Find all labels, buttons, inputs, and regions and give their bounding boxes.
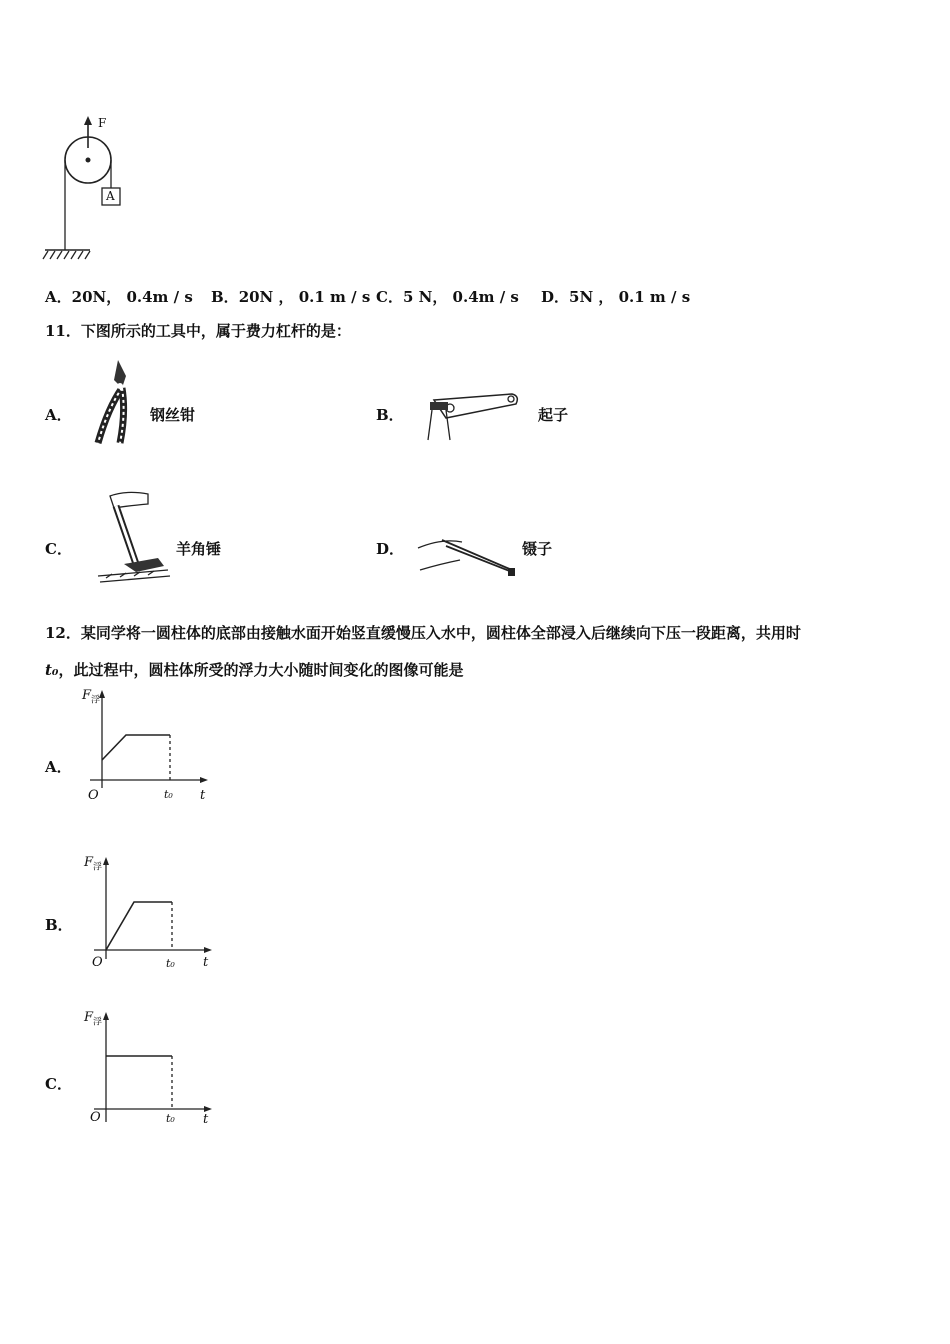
graph-a-y-label: $F_浮$ <box>82 688 101 706</box>
block-label: A <box>106 189 115 203</box>
q10-option-a: A．20N， 0.4m / s <box>45 288 193 306</box>
q11-option-c-letter: C． <box>45 540 72 558</box>
graph-c-y-label: $F_浮$ <box>84 1010 103 1028</box>
q12-option-b-letter: B． <box>45 916 73 934</box>
q11-stem: 11．下图所示的工具中，属于费力杠杆的是： <box>45 322 351 340</box>
q12-option-a-letter: A． <box>45 758 72 776</box>
q12-stem-line2: t₀，此过程中，圆柱体所受的浮力大小随时间变化的图像可能是 <box>45 661 464 679</box>
graph-b <box>82 855 214 973</box>
force-label: F <box>98 116 107 130</box>
graph-b-origin: O <box>92 955 103 970</box>
graph-c-x-label: t <box>203 1112 209 1127</box>
graph-b-y-label: $F_浮$ <box>84 855 103 873</box>
graph-c-plot <box>82 1010 214 1132</box>
graph-b-t0: t₀ <box>166 957 175 970</box>
graph-b-x-label: t <box>203 955 209 970</box>
q11-option-b-label: 起子 <box>538 406 569 424</box>
tweezers-icon <box>412 530 522 578</box>
claw-hammer-icon <box>96 486 171 584</box>
graph-a-x-label: t <box>200 788 206 803</box>
q11-option-a-label: 钢丝钳 <box>150 406 196 424</box>
pulley-figure <box>40 110 150 265</box>
graph-a-t0: t₀ <box>164 788 173 801</box>
graph-a-plot <box>80 688 210 806</box>
graph-c-origin: O <box>90 1110 101 1125</box>
graph-c-t0: t₀ <box>166 1112 175 1125</box>
q12-option-c-letter: C． <box>45 1075 72 1093</box>
graph-a <box>80 688 210 806</box>
q11-option-d-letter: D． <box>376 540 405 558</box>
q11-option-b-letter: B． <box>376 406 404 424</box>
pulley-diagram <box>40 110 150 265</box>
q11-option-a-letter: A． <box>45 406 72 424</box>
q10-option-d: D．5N ， 0.1 m / s <box>541 288 691 306</box>
q10-option-b: B．20N ， 0.1 m / s <box>211 288 371 306</box>
q11-option-d-label: 镊子 <box>522 540 553 558</box>
graph-a-origin: O <box>88 788 99 803</box>
q11-option-c-label: 羊角锤 <box>176 540 222 558</box>
bottle-opener-icon <box>424 386 524 442</box>
q10-option-c: C．5 N， 0.4m / s <box>376 288 519 306</box>
graph-c <box>82 1010 214 1132</box>
q12-stem-line1: 12．某同学将一圆柱体的底部由接触水面开始竖直缓慢压入水中，圆柱体全部浸入后继续向下压一段距离，共用时 <box>45 624 801 642</box>
pliers-icon <box>78 358 138 450</box>
